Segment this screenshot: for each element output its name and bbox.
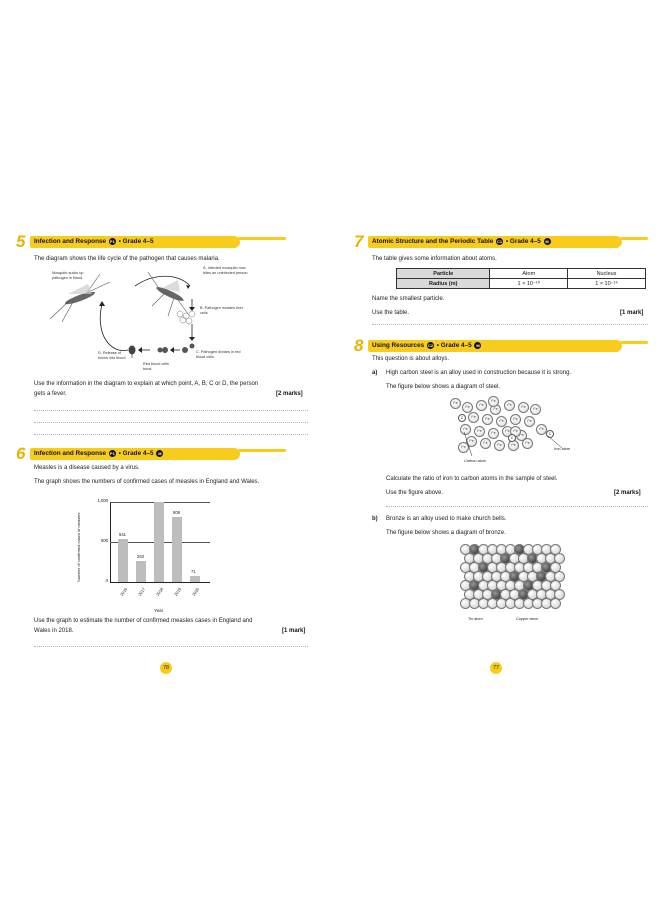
section-title [372,342,482,349]
table-row [397,279,646,289]
carbon-atom: C [508,434,516,442]
answer-line[interactable] [34,646,308,647]
label-b: B. Pathogen invades liver cells [200,306,244,315]
answer-line[interactable] [34,410,308,411]
part-a-label: a) [372,370,378,376]
liver-cells-icon [177,311,195,324]
bar-2017 [136,561,146,582]
q7-question2: Use the table. [372,310,410,316]
bar-value-label: 263 [137,553,144,559]
header-band-tail [238,237,286,240]
part-a-text: High carbon steel is an alloy used in construction because it is strong. [386,370,572,376]
x-tick-label: 2016 [119,586,129,597]
q8a-marks: [2 marks] [614,490,641,496]
answer-line[interactable] [372,324,648,325]
q6-question-line2: Wales in 2018. [34,628,74,634]
q5-marks: [2 marks] [276,391,303,397]
red-blood-cells-icon [129,344,195,359]
paper-badge: C2 [427,343,434,348]
table-header-cell: Nucleus [568,269,646,279]
iron-atom: Fe [458,442,469,453]
q7-intro: The table gives some information about atoms. [372,256,497,262]
q6-intro2: The graph shows the numbers of confirmed cases of measles in England and Wales. [34,479,260,485]
label-mosquito-sucks: Mosquito sucks up pathogen in blood [52,271,84,280]
paper-badge: P1 [109,239,115,244]
q5-intro: The diagram shows the life cycle of the pathogen that causes malaria. [34,256,220,262]
iron-atom-label: Iron atom [554,447,571,451]
q6-question-line1: Use the graph to estimate the number of confirmed measles cases in England and [34,618,253,624]
iron-atom: Fe [536,424,547,435]
x-axis-label: Year [154,608,164,613]
carbon-atom-label: Carbon atom [464,459,486,463]
iron-atom: Fe [518,402,529,413]
q5-question-line2: gets a fever. [34,391,67,397]
paper-badge: C1 [497,239,503,244]
iron-atom: Fe [482,414,493,425]
iron-atom: Fe [502,426,513,437]
mosquito-right-icon [148,272,188,316]
answer-line[interactable] [34,422,308,423]
q8-calc: Calculate the ratio of iron to carbon atoms in the sample of steel. [386,476,558,482]
bar-value-label: 808 [173,510,180,516]
iron-atom: Fe [474,426,485,437]
table-row-label: Radius (m) [397,279,490,289]
bar-value-label: 71 [191,569,196,575]
iron-atom: Fe [468,412,479,423]
page-number: 77 [490,662,502,674]
header-band-tail [620,237,648,240]
x-axis [110,582,210,583]
x-tick-label: 2020 [191,586,201,597]
iron-atom: Fe [516,430,527,441]
question-number: 6 [16,444,26,463]
bar-2016 [118,539,128,582]
q6-intro1: Measles is a disease caused by a virus. [34,465,140,471]
grade-text: • Grade 4–5 [118,450,154,458]
figure-bronze-caption: The figure below shows a diagram of bronze. [386,530,506,536]
label-c: C. Pathogen divides in red blood cells [196,350,241,359]
maths-badge: M [545,239,549,244]
iron-atom: Fe [510,426,521,437]
atom-info-table [396,268,646,289]
label-d: D. Release of toxins into blood [98,351,126,360]
y-tick-label: 0 [105,578,108,583]
table-cell: 1 × 10⁻¹⁴ [568,279,646,289]
maths-badge: M [158,451,162,456]
maths-badge: M [476,343,480,348]
page-number: 78 [160,662,172,674]
copper-atom-label: Copper atom [516,617,538,621]
table-header-cell: Particle [397,269,490,279]
carbon-atom: C [546,430,554,438]
q8-use-figure: Use the figure above. [386,490,444,496]
table-header-cell: Atom [490,269,568,279]
bar-2019 [172,517,182,582]
tin-atom-label: Tin atom [468,617,483,621]
section-title [34,450,164,457]
answer-line[interactable] [386,506,648,507]
bar-value-label: 541 [119,531,126,537]
y-tick-label: 1,000 [97,498,108,503]
bar-2020 [190,576,200,582]
iron-atom: Fe [508,440,519,451]
q7-question1: Name the smallest particle. [372,296,445,302]
iron-atom: Fe [490,404,501,415]
mosquito-left-icon [50,274,110,322]
iron-atom: Fe [504,400,515,411]
figure-steel-caption: The figure below shows a diagram of steel. [386,384,501,390]
iron-atom: Fe [522,438,533,449]
question-number: 8 [354,336,364,355]
iron-atom: Fe [480,438,491,449]
answer-line[interactable] [34,434,308,435]
iron-atom: Fe [524,416,535,427]
iron-atom: Fe [496,416,507,427]
iron-atom: Fe [450,398,461,409]
paper-badge: P1 [109,451,115,456]
q5-question-line1: Use the information in the diagram to explain at which point, A, B, C or D, the person [34,381,259,387]
iron-atom: Fe [462,402,473,413]
iron-atom: Fe [488,396,499,407]
header-band-tail [238,449,286,452]
label-rbc: Red blood cells burst [143,362,169,371]
grade-text: • Grade 4–5 [505,238,541,246]
iron-atom: Fe [476,400,487,411]
measles-bar-chart [76,498,242,616]
y-tick-label: 500 [101,538,108,543]
section-title-text: Using Resources [372,342,425,350]
x-tick-label: 2018 [155,586,165,597]
grade-text: • Grade 4–5 [118,238,154,246]
part-b-text: Bronze is an alloy used to make church bells. [386,516,507,522]
iron-atom: Fe [510,414,521,425]
y-axis-label: Number of confirmed cases of measles [76,512,81,582]
header-band-tail [620,341,648,344]
copper-atom [550,598,561,609]
q7-marks: [1 mark] [620,310,644,316]
bronze-diagram [460,544,564,614]
bar-2018 [154,502,164,582]
label-a: A. Infected mosquito now bites an uninfected person [203,266,248,275]
iron-atom: Fe [466,436,477,447]
right-page [330,0,660,904]
section-title [34,238,154,245]
iron-atom: Fe [530,404,541,415]
part-b-label: b) [372,516,378,522]
iron-atom: Fe [494,440,505,451]
section-title-text: Atomic Structure and the Periodic Table [372,238,494,246]
section-title-text: Infection and Response [34,238,107,246]
x-tick-label: 2017 [137,586,147,597]
section-title [372,238,552,245]
table-header-row [397,269,646,279]
q8-intro: This question is about alloys. [372,356,450,362]
x-tick-label: 2019 [173,586,183,597]
grade-text: • Grade 4–5 [436,342,472,350]
q6-marks: [1 mark] [282,628,306,634]
question-number: 7 [354,232,364,251]
iron-atom: Fe [488,428,499,439]
steel-pointer-lines [450,396,600,466]
question-number: 5 [16,232,26,251]
carbon-atom: C [458,414,466,422]
section-title-text: Infection and Response [34,450,107,458]
table-cell: 1 × 10⁻¹⁰ [490,279,568,289]
iron-atom: Fe [460,424,471,435]
